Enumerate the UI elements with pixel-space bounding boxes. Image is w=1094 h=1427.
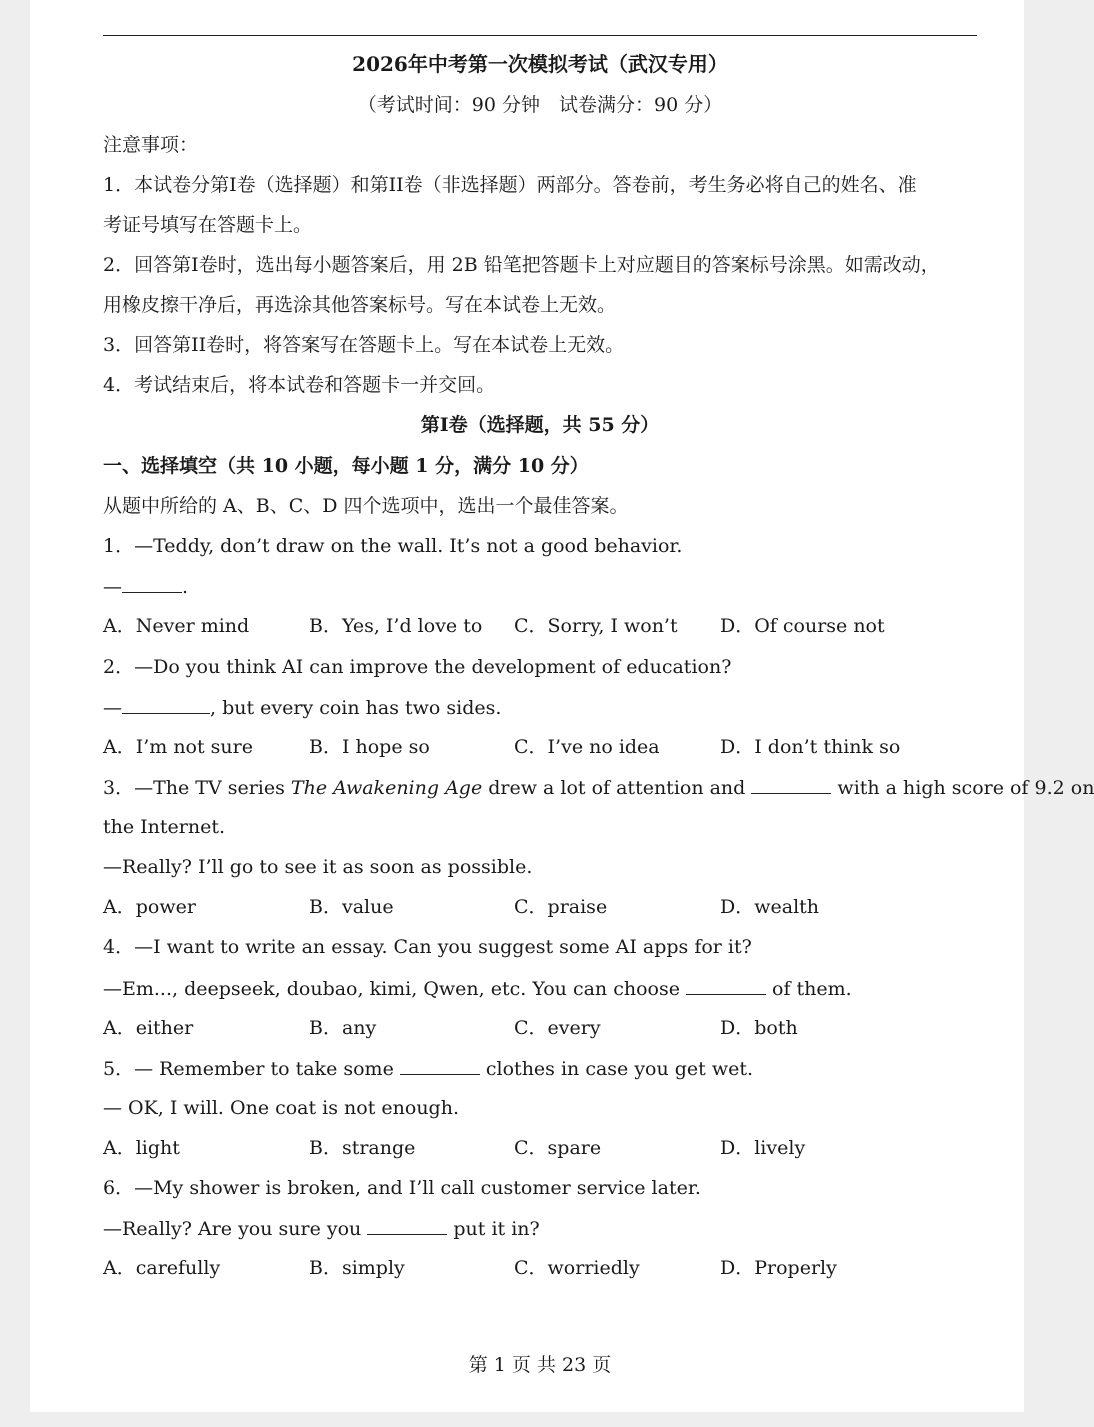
q5-line-2: — OK, I will. One coat is not enough. <box>103 1097 459 1119</box>
q1-option-a: A．Never mind <box>103 615 250 637</box>
notes-heading: 注意事项： <box>103 134 199 156</box>
q3-line-3: —Really? I’ll go to see it as soon as possible. <box>103 856 533 878</box>
note-2-line-2: 用橡皮擦干净后，再选涂其他答案标号。写在本试卷上无效。 <box>103 294 617 316</box>
q6-line-1: 6．—My shower is broken, and I’ll call customer service later. <box>103 1177 701 1199</box>
q5-line-1: 5．— Remember to take some clothes in case you get wet. <box>103 1058 754 1080</box>
q4-line-2: —Em..., deepseek, doubao, kimi, Qwen, etc. You can choose of them. <box>103 978 852 1000</box>
q4-line-1: 4．—I want to write an essay. Can you suggest some AI apps for it? <box>103 936 752 958</box>
q1-option-d: D．Of course not <box>720 615 885 637</box>
page-number-footer: 第 1 页 共 23 页 <box>468 1354 612 1376</box>
section-heading: 一、选择填空（共 10 小题，每小题 1 分，满分 10 分） <box>103 455 589 477</box>
q1-option-c: C．Sorry, I won’t <box>514 615 678 637</box>
q2-line-1: 2．—Do you think AI can improve the development of education? <box>103 656 732 678</box>
section-instruction: 从题中所给的 A、B、C、D 四个选项中，选出一个最佳答案。 <box>103 495 629 517</box>
q3-option-c: C．praise <box>514 896 608 918</box>
q4-option-d: D．both <box>720 1017 798 1039</box>
q2-option-b: B．I hope so <box>309 736 430 758</box>
q1-line-2: — . <box>103 576 189 598</box>
q3-option-a: A．power <box>103 896 196 918</box>
q3-line-1: 3．—The TV series The Awakening Age drew a lot of attention and with a high score of 9.2 on <box>103 777 1094 799</box>
header-rule <box>103 35 977 36</box>
q4-option-b: B．any <box>309 1017 377 1039</box>
q1-answer-blank <box>122 574 182 593</box>
q5-answer-blank <box>400 1056 480 1075</box>
q4-option-c: C．every <box>514 1017 601 1039</box>
q6-answer-blank <box>367 1216 447 1235</box>
q3-answer-blank <box>751 775 831 794</box>
q6-line-2: —Really? Are you sure you put it in? <box>103 1218 540 1240</box>
q3-series-title: The Awakening Age <box>290 777 483 799</box>
q3-line-2: the Internet. <box>103 816 226 838</box>
q5-option-d: D．lively <box>720 1137 806 1159</box>
q2-option-d: D．I don’t think so <box>720 736 901 758</box>
part-title: 第I卷（选择题，共 55 分） <box>420 414 660 436</box>
q6-option-d: D．Properly <box>720 1257 837 1279</box>
q3-option-d: D．wealth <box>720 896 820 918</box>
q5-option-c: C．spare <box>514 1137 602 1159</box>
q4-answer-blank <box>686 976 766 995</box>
q6-option-a: A．carefully <box>103 1257 221 1279</box>
q5-option-a: A．light <box>103 1137 180 1159</box>
q2-option-c: C．I’ve no idea <box>514 736 660 758</box>
note-2-line-1: 2．回答第I卷时，选出每小题答案后，用 2B 铅笔把答题卡上对应题目的答案标号涂黑。如需改动， <box>103 254 940 276</box>
q3-option-b: B．value <box>309 896 394 918</box>
q5-option-b: B．strange <box>309 1137 416 1159</box>
exam-page <box>30 0 1094 1412</box>
q4-option-a: A．either <box>103 1017 194 1039</box>
q2-answer-blank <box>122 695 210 714</box>
q2-option-a: A．I’m not sure <box>103 736 253 758</box>
note-4: 4．考试结束后，将本试卷和答题卡一并交回。 <box>103 374 496 396</box>
note-1-line-1: 1．本试卷分第I卷（选择题）和第II卷（非选择题）两部分。答卷前，考生务必将自己的姓名、准 <box>103 174 917 196</box>
note-3: 3．回答第II卷时，将答案写在答题卡上。写在本试卷上无效。 <box>103 334 625 356</box>
q6-option-c: C．worriedly <box>514 1257 640 1279</box>
q2-line-2: — , but every coin has two sides. <box>103 697 502 719</box>
q1-option-b: B．Yes, I’d love to <box>309 615 483 637</box>
exam-subtitle: （考试时间：90 分钟 试卷满分：90 分） <box>357 94 723 116</box>
note-1-line-2: 考证号填写在答题卡上。 <box>103 214 313 236</box>
q6-option-b: B．simply <box>309 1257 405 1279</box>
q1-line-1: 1．—Teddy, don’t draw on the wall. It’s not a good behavior. <box>103 535 683 557</box>
exam-title: 2026年中考第一次模拟考试（武汉专用） <box>352 52 728 76</box>
